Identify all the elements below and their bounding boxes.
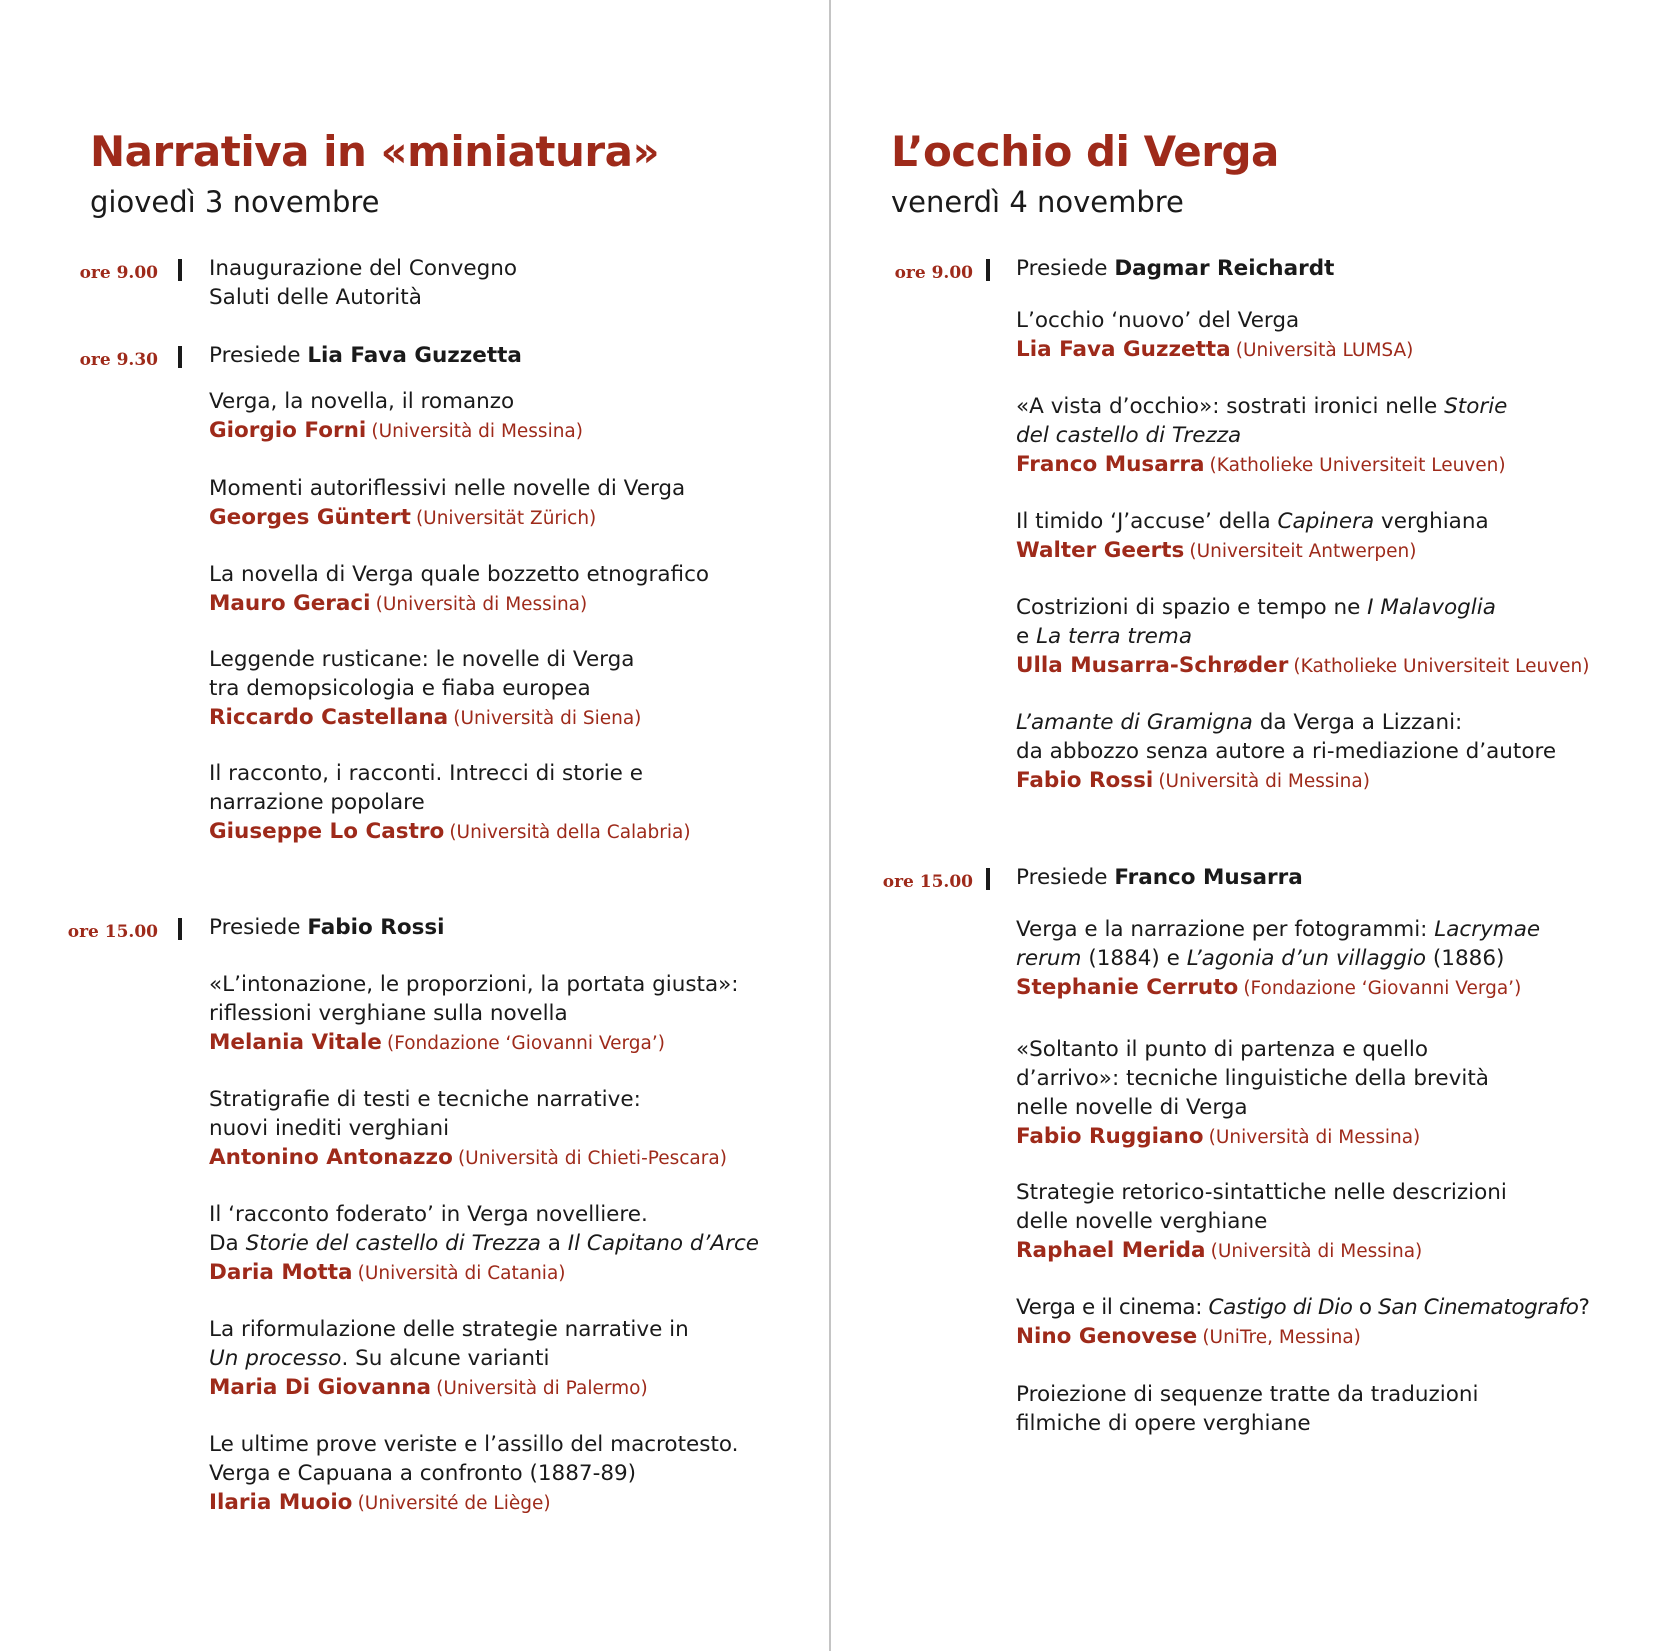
talk-title: tra demopsicologia e fiaba europea <box>209 676 591 701</box>
talk-title: Verga, la novella, il romanzo <box>209 389 515 414</box>
talk-title: da abbozzo senza autore a ri-mediazione d’autore <box>1016 739 1557 764</box>
day-two-column <box>831 0 1660 1651</box>
session-time: ore 15.00 <box>67 922 158 942</box>
talk-title: Verga e il cinema: Castigo di Dio o San Cinematografo? <box>1016 1295 1590 1320</box>
speaker-name: Ilaria Muoio <box>209 1490 353 1515</box>
speaker-affiliation: (Università di Palermo) <box>436 1378 648 1399</box>
speaker-name: Giorgio Forni <box>209 418 367 443</box>
talk <box>1016 593 1589 682</box>
speaker-affiliation: (Fondazione ‘Giovanni Verga’) <box>1243 978 1522 999</box>
talk <box>1016 1035 1489 1153</box>
speaker-name: Walter Geerts <box>1016 538 1185 563</box>
speaker-name: Georges Güntert <box>209 505 411 530</box>
session-time: ore 9.00 <box>79 263 158 283</box>
speaker-affiliation: (Università LUMSA) <box>1235 340 1414 361</box>
talk-title: rerum (1884) e L’agonia d’un villaggio (1886) <box>1016 946 1505 971</box>
chair-prefix: Presiede <box>1016 865 1108 890</box>
talk-title: Verga e la narrazione per fotogrammi: Lacrymae <box>1016 917 1541 942</box>
session-time: ore 9.00 <box>894 263 973 283</box>
speaker-name: Stephanie Cerruto <box>1016 975 1239 1000</box>
session-chair <box>209 913 445 943</box>
time-separator-bar <box>986 259 990 281</box>
chair-name: Dagmar Reichardt <box>1114 256 1335 281</box>
time-separator-bar <box>178 259 182 281</box>
speaker-affiliation: (Università di Chieti-Pescara) <box>457 1148 727 1169</box>
talk <box>1016 915 1540 1004</box>
talk <box>1016 1380 1479 1438</box>
speaker-name: Fabio Ruggiano <box>1016 1124 1204 1149</box>
talk <box>1016 708 1556 797</box>
chair-name: Fabio Rossi <box>307 915 445 940</box>
speaker-affiliation: (Università di Catania) <box>357 1263 566 1284</box>
talk-title: riflessioni verghiane sulla novella <box>209 1001 568 1026</box>
speaker-name: Antonino Antonazzo <box>209 1145 453 1170</box>
talk-title: La riformulazione delle strategie narrative in <box>209 1317 689 1342</box>
talk <box>1016 1178 1507 1267</box>
day-two-date: venerdì 4 novembre <box>891 185 1184 219</box>
talk-title: nuovi inediti verghiani <box>209 1116 450 1141</box>
speaker-affiliation: (Université de Liège) <box>357 1493 551 1514</box>
speaker-affiliation: (Università di Messina) <box>1208 1127 1421 1148</box>
talk <box>209 970 739 1059</box>
talk-title: Leggende rusticane: le novelle di Verga <box>209 647 635 672</box>
chair-name: Franco Musarra <box>1114 865 1303 890</box>
talk-title: Un processo. Su alcune varianti <box>209 1346 550 1371</box>
talk <box>209 645 641 734</box>
chair-prefix: Presiede <box>209 915 301 940</box>
speaker-name: Nino Genovese <box>1016 1324 1198 1349</box>
day-one-title: Narrativa in «miniatura» <box>90 127 660 176</box>
speaker-name: Daria Motta <box>209 1260 353 1285</box>
talk <box>1016 306 1413 366</box>
speaker-name: Fabio Rossi <box>1016 768 1154 793</box>
time-separator-bar <box>986 868 990 890</box>
talk-title: e La terra trema <box>1016 624 1193 649</box>
talk <box>209 1430 738 1519</box>
speaker-affiliation: (Università della Calabria) <box>449 822 691 843</box>
talk-title: Proiezione di sequenze tratte da traduzioni <box>1016 1382 1479 1407</box>
talk-title: L’amante di Gramigna da Verga a Lizzani: <box>1016 710 1463 735</box>
opening-line: Saluti delle Autorità <box>209 285 422 310</box>
talk-title: narrazione popolare <box>209 790 425 815</box>
speaker-affiliation: (Università di Messina) <box>1158 771 1370 792</box>
talk-title: Strategie retorico-sintattiche nelle descrizioni <box>1016 1180 1507 1205</box>
session-chair <box>209 341 522 371</box>
day-one-column <box>0 0 829 1651</box>
chair-prefix: Presiede <box>209 343 301 368</box>
speaker-affiliation: (Fondazione ‘Giovanni Verga’) <box>387 1033 665 1054</box>
talk-title: L’occhio ‘nuovo’ del Verga <box>1016 308 1300 333</box>
talk <box>209 1085 727 1174</box>
speaker-affiliation: (UniTre, Messina) <box>1202 1327 1361 1348</box>
talk-title: Da Storie del castello di Trezza a Il Capitano d’Arce <box>209 1231 759 1256</box>
talk-title: «Soltanto il punto di partenza e quello <box>1016 1037 1429 1062</box>
chair-prefix: Presiede <box>1016 256 1108 281</box>
talk-title: «A vista d’occhio»: sostrati ironici nelle Storie <box>1016 394 1508 419</box>
chair-name: Lia Fava Guzzetta <box>307 343 522 368</box>
speaker-name: Raphael Merida <box>1016 1238 1206 1263</box>
day-one-date: giovedì 3 novembre <box>90 185 380 219</box>
speaker-affiliation: (Università di Siena) <box>453 708 642 729</box>
talk-title: La novella di Verga quale bozzetto etnografico <box>209 562 710 587</box>
talk <box>1016 507 1489 567</box>
talk-title: nelle novelle di Verga <box>1016 1095 1248 1120</box>
speaker-name: Ulla Musarra-Schrøder <box>1016 653 1289 678</box>
talk-title: Il timido ‘J’accuse’ della Capinera verghiana <box>1016 509 1489 534</box>
speaker-affiliation: (Università di Messina) <box>375 594 588 615</box>
speaker-name: Mauro Geraci <box>209 591 371 616</box>
talk-title: d’arrivo»: tecniche linguistiche della brevità <box>1016 1066 1489 1091</box>
talk <box>209 474 685 534</box>
speaker-name: Melania Vitale <box>209 1030 382 1055</box>
speaker-name: Lia Fava Guzzetta <box>1016 337 1231 362</box>
talk-title: Stratigrafie di testi e tecniche narrative: <box>209 1087 641 1112</box>
speaker-affiliation: (Universität Zürich) <box>415 508 597 529</box>
talk <box>209 1315 689 1404</box>
talk <box>209 1200 759 1289</box>
talk-title: Costrizioni di spazio e tempo ne I Malavoglia <box>1016 595 1496 620</box>
speaker-name: Maria Di Giovanna <box>209 1375 432 1400</box>
talk-title: delle novelle verghiane <box>1016 1209 1268 1234</box>
session-chair <box>1016 863 1303 893</box>
talk-title: del castello di Trezza <box>1016 423 1242 448</box>
talk <box>209 387 583 447</box>
speaker-affiliation: (Università di Messina) <box>371 421 583 442</box>
speaker-affiliation: (Katholieke Universiteit Leuven) <box>1293 656 1590 677</box>
session-time: ore 15.00 <box>882 872 973 892</box>
talk-title: «L’intonazione, le proporzioni, la portata giusta»: <box>209 972 739 997</box>
talk <box>1016 392 1507 481</box>
session-chair <box>1016 254 1334 284</box>
speaker-affiliation: (Università di Messina) <box>1210 1241 1423 1262</box>
speaker-name: Franco Musarra <box>1016 452 1205 477</box>
day-two-title: L’occhio di Verga <box>891 127 1279 176</box>
session-time: ore 9.30 <box>79 350 158 370</box>
talk-title: Il ‘racconto foderato’ in Verga novelliere. <box>209 1202 648 1227</box>
speaker-name: Giuseppe Lo Castro <box>209 819 445 844</box>
time-separator-bar <box>178 346 182 368</box>
time-separator-bar <box>178 918 182 940</box>
talk-title: Il racconto, i racconti. Intrecci di storie e <box>209 761 643 786</box>
speaker-name: Riccardo Castellana <box>209 705 449 730</box>
talk <box>1016 1293 1590 1353</box>
talk-title: Verga e Capuana a confronto (1887-89) <box>209 1461 637 1486</box>
talk-title: Momenti autoriflessivi nelle novelle di Verga <box>209 476 686 501</box>
speaker-affiliation: (Katholieke Universiteit Leuven) <box>1209 455 1506 476</box>
talk-title: Le ultime prove veriste e l’assillo del macrotesto. <box>209 1432 739 1457</box>
opening-line: Inaugurazione del Convegno <box>209 256 518 281</box>
talk <box>209 560 709 620</box>
talk-title: filmiche di opere verghiane <box>1016 1411 1311 1436</box>
speaker-affiliation: (Universiteit Antwerpen) <box>1189 541 1417 562</box>
talk <box>209 759 691 848</box>
